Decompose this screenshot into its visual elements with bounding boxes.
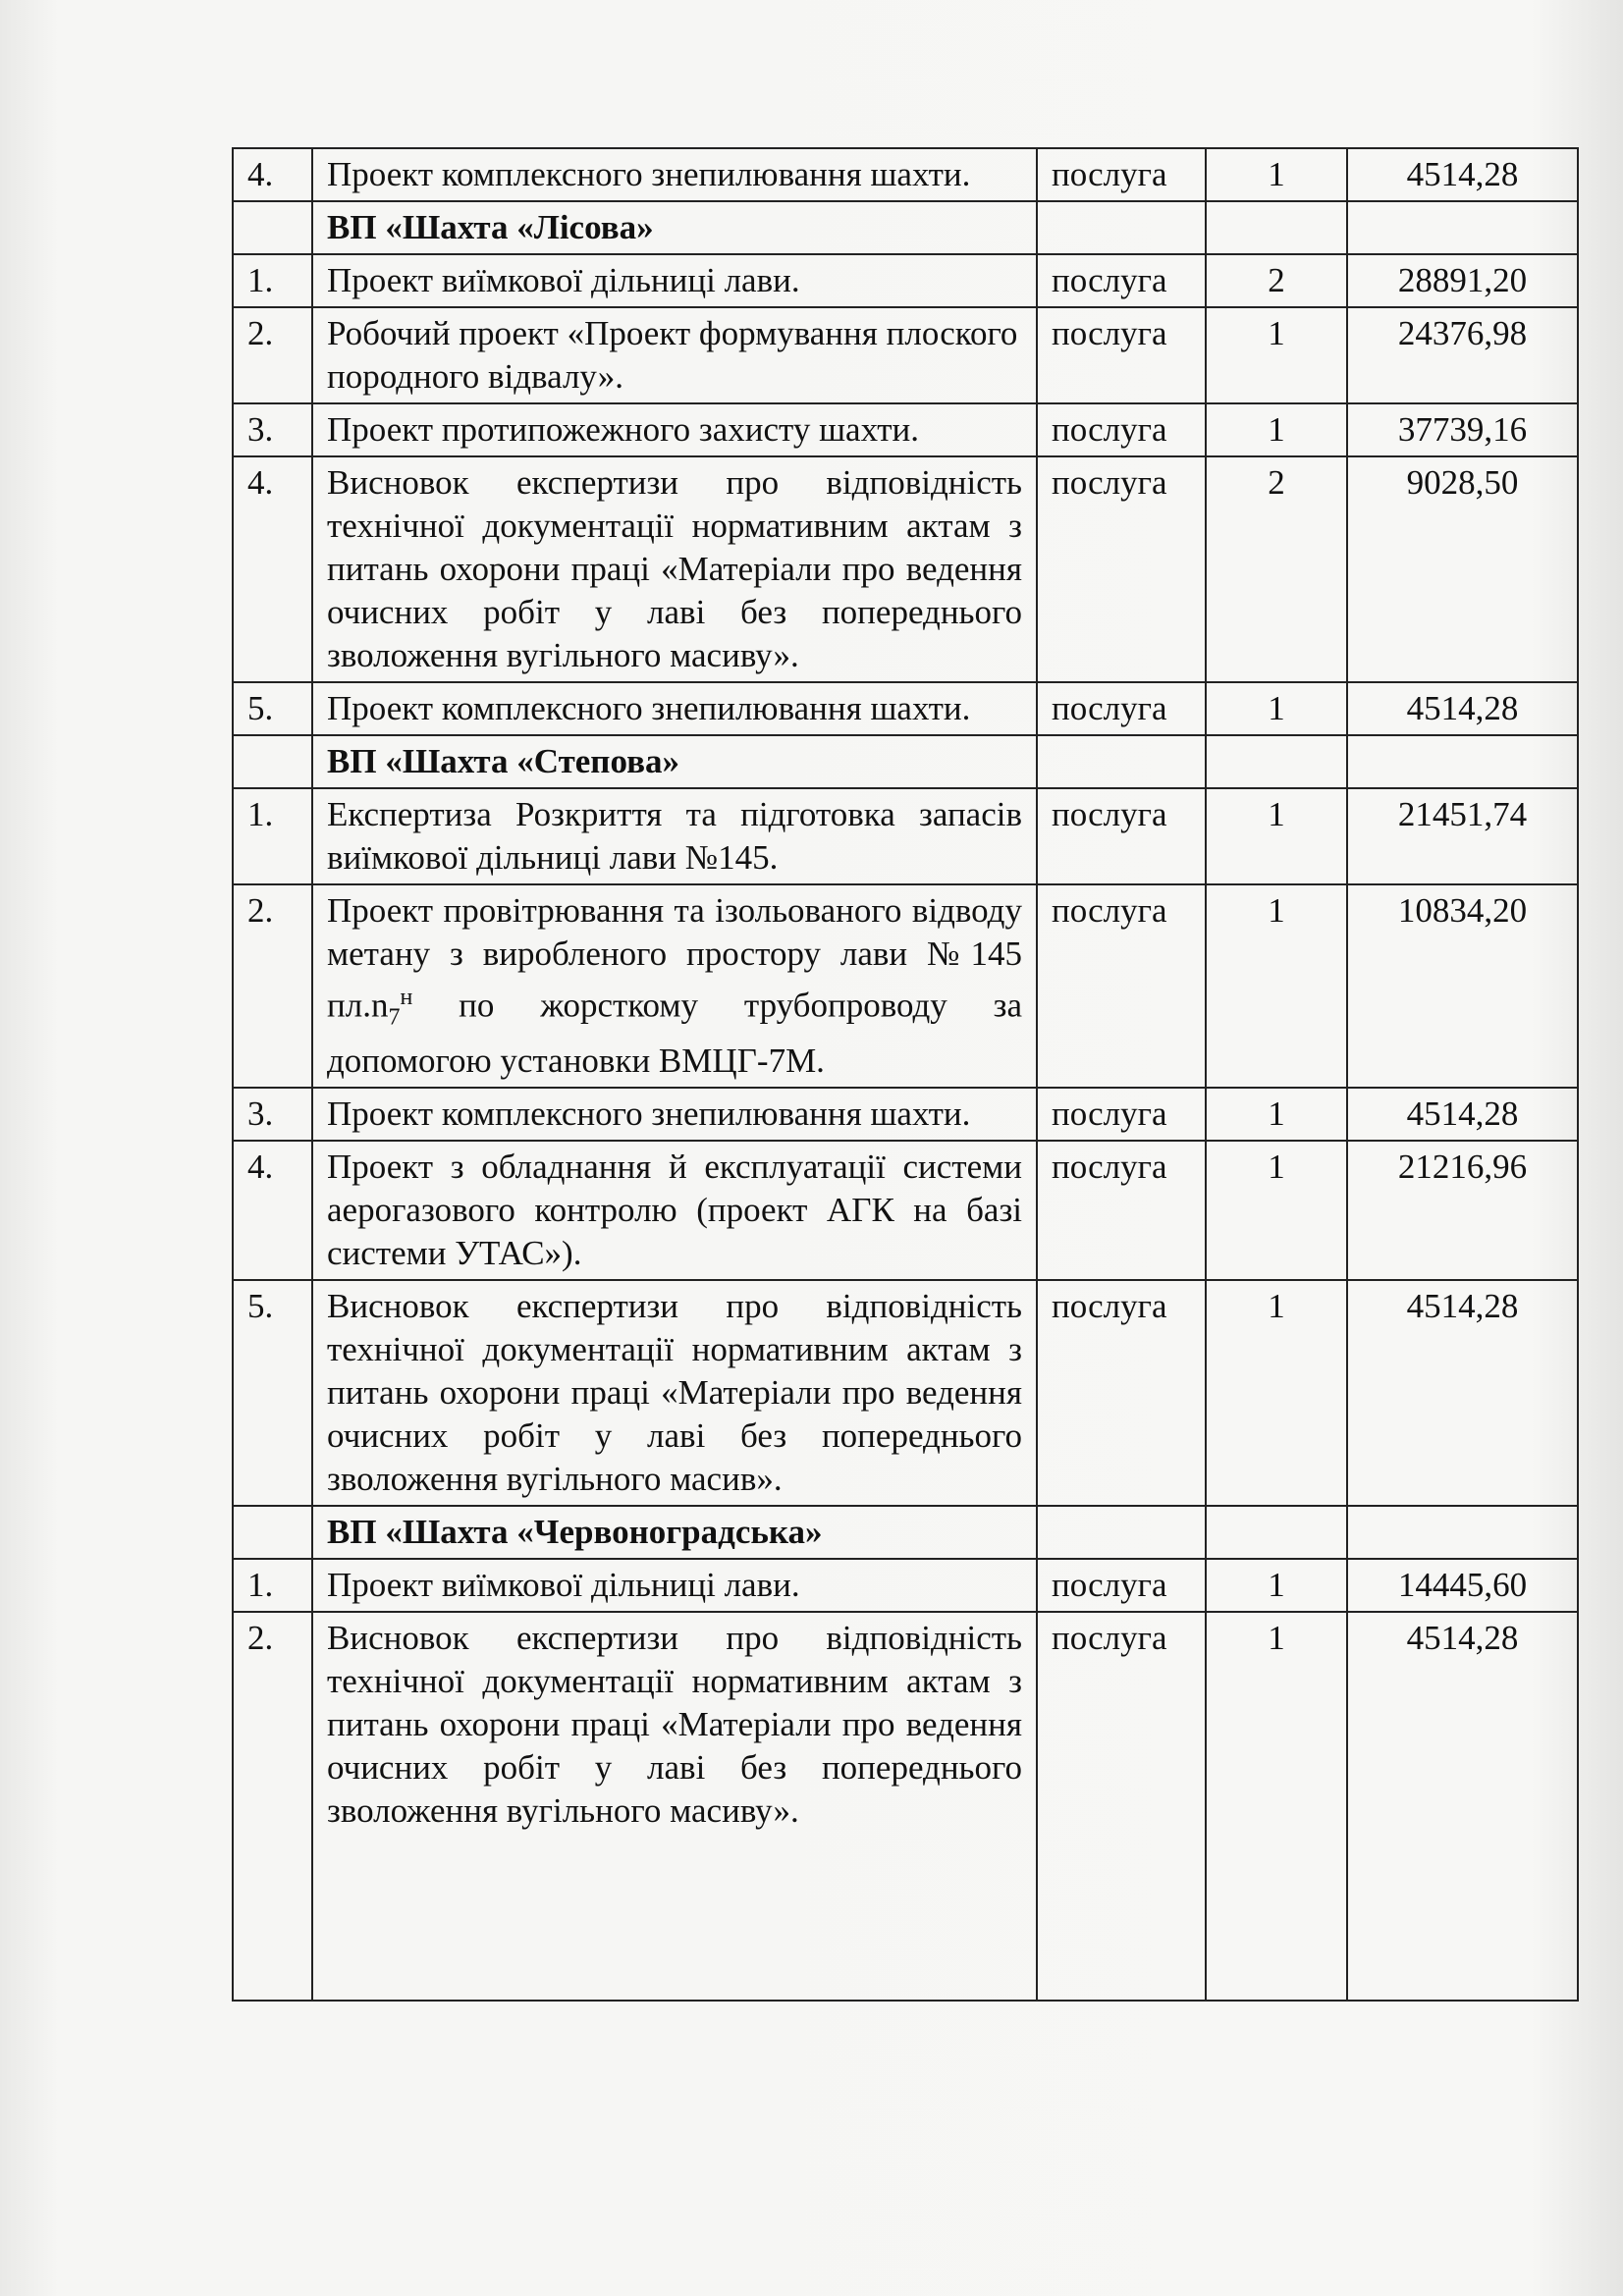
row-price: 14445,60 [1347,1559,1578,1612]
row-unit: послуга [1037,1612,1206,2001]
row-quantity: 2 [1206,254,1347,307]
table-row [233,1559,1578,1612]
row-description: Проект комплексного знепилювання шахти. [312,1088,1037,1141]
row-description: Висновок експертизи про відповідність технічної документації нормативним актам з питань охорони праці «Матеріали про ведення очисних робіт у лаві без попереднього зволоження вугільного масив». [312,1280,1037,1506]
row-description: Проект протипожежного захисту шахти. [312,403,1037,456]
table-row [233,403,1578,456]
row-description: Проект комплексного знепилювання шахти. [312,148,1037,201]
row-number: 5. [233,1280,312,1506]
row-quantity: 1 [1206,788,1347,884]
row-number: 2. [233,1612,312,2001]
row-quantity: 1 [1206,682,1347,735]
row-description: Висновок експертизи про відповідність технічної документації нормативним актам з питань охорони праці «Матеріали про ведення очисних робіт у лаві без попереднього зволоження вугільного масиву». [312,1612,1037,2001]
row-description: Проект виїмкової дільниці лави. [312,254,1037,307]
row-price: 4514,28 [1347,682,1578,735]
description-part: по жорсткому трубопроводу за допомогою установки ВМЦГ-7М. [327,986,1022,1080]
section-title: ВП «Шахта «Червоноградська» [312,1506,1037,1559]
row-unit: послуга [1037,307,1206,403]
row-quantity: 1 [1206,1612,1347,2001]
row-unit: послуга [1037,254,1206,307]
row-unit: послуга [1037,1141,1206,1280]
row-number: 4. [233,1141,312,1280]
row-description: Проект виїмкової дільниці лави. [312,1559,1037,1612]
superscript: н [400,985,413,1010]
row-unit: послуга [1037,456,1206,682]
table-row [233,148,1578,201]
row-unit: послуга [1037,1088,1206,1141]
subscript: 7 [388,1004,401,1031]
row-price: 9028,50 [1347,456,1578,682]
row-price: 10834,20 [1347,884,1578,1088]
section-row [233,1506,1578,1559]
services-table [232,147,1579,2002]
table-row [233,456,1578,682]
row-price: 37739,16 [1347,403,1578,456]
row-price: 24376,98 [1347,307,1578,403]
row-description: Робочий проект «Проект формування плоского породного відвалу». [312,307,1037,403]
row-quantity: 1 [1206,884,1347,1088]
row-unit: послуга [1037,682,1206,735]
section-title: ВП «Шахта «Лісова» [312,201,1037,254]
row-price: 21216,96 [1347,1141,1578,1280]
row-number: 2. [233,884,312,1088]
row-price: 28891,20 [1347,254,1578,307]
row-quantity: 1 [1206,1141,1347,1280]
row-number: 5. [233,682,312,735]
row-description: Експертиза Розкриття та підготовка запасів виїмкової дільниці лави №145. [312,788,1037,884]
table-row [233,1612,1578,2001]
table-row [233,307,1578,403]
row-number: 1. [233,788,312,884]
table-row [233,788,1578,884]
section-row [233,735,1578,788]
section-row [233,201,1578,254]
row-quantity: 1 [1206,1088,1347,1141]
row-price: 4514,28 [1347,1612,1578,2001]
row-unit: послуга [1037,1559,1206,1612]
row-unit: послуга [1037,1280,1206,1506]
row-unit: послуга [1037,788,1206,884]
row-price: 4514,28 [1347,1088,1578,1141]
row-number: 4. [233,148,312,201]
description-part: Проект провітрювання та ізольованого відводу метану з виробленого простору лави №145 пл.n [327,891,1022,1025]
row-number: 4. [233,456,312,682]
row-number: 2. [233,307,312,403]
row-quantity: 1 [1206,403,1347,456]
row-quantity: 2 [1206,456,1347,682]
row-quantity: 1 [1206,1280,1347,1506]
table-row [233,254,1578,307]
row-number: 3. [233,1088,312,1141]
row-number: 3. [233,403,312,456]
table-row [233,1088,1578,1141]
table-row [233,884,1578,1088]
row-price: 21451,74 [1347,788,1578,884]
row-number: 1. [233,1559,312,1612]
row-quantity: 1 [1206,1559,1347,1612]
row-unit: послуга [1037,148,1206,201]
row-unit: послуга [1037,884,1206,1088]
row-description: Проект комплексного знепилювання шахти. [312,682,1037,735]
row-number: 1. [233,254,312,307]
row-quantity: 1 [1206,307,1347,403]
row-unit: послуга [1037,403,1206,456]
table-row [233,682,1578,735]
row-description [312,884,1037,1088]
row-description: Проект з обладнання й експлуатації системи аерогазового контролю (проект АГК на базі системи УТАС»). [312,1141,1037,1280]
row-price: 4514,28 [1347,148,1578,201]
row-description: Висновок експертизи про відповідність технічної документації нормативним актам з питань охорони праці «Матеріали про ведення очисних робіт у лаві без попереднього зволоження вугільного масиву». [312,456,1037,682]
table-row [233,1141,1578,1280]
row-price: 4514,28 [1347,1280,1578,1506]
table-row [233,1280,1578,1506]
section-title: ВП «Шахта «Степова» [312,735,1037,788]
row-quantity: 1 [1206,148,1347,201]
